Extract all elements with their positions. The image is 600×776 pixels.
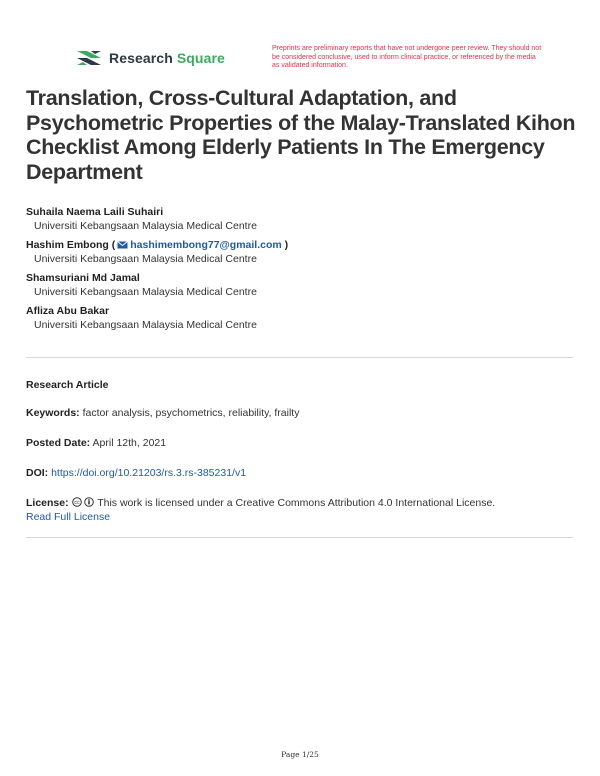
license-text: This work is licensed under a Creative Commons Attribution 4.0 International License.	[97, 497, 496, 509]
read-full-license-link[interactable]: Read Full License	[26, 511, 111, 523]
author-entry	[26, 304, 576, 332]
author-entry	[26, 271, 576, 299]
doi-line	[26, 466, 576, 480]
posted-date-label: Posted Date:	[26, 437, 91, 449]
author-affiliation: Universiti Kebangsaan Malaysia Medical Centre	[34, 220, 257, 232]
author-email-link[interactable]: hashimembong77@gmail.com	[130, 239, 282, 251]
author-entry	[26, 238, 576, 266]
author-name: Shamsuriani Md Jamal	[26, 272, 140, 284]
creative-commons-icon	[72, 497, 82, 507]
author-entry	[26, 205, 576, 233]
logo-wordmark: Research Square	[109, 50, 225, 66]
author-name: Hashim Embong ( hashimembong77@gmail.com )	[26, 239, 289, 251]
doi-label: DOI:	[26, 467, 49, 479]
page-number: Page 1/25	[281, 750, 319, 759]
article-type: Research Article	[26, 379, 109, 391]
license-line	[26, 496, 576, 524]
preprint-disclaimer: Preprints are preliminary reports that have not undergone peer review. They should not be considered conclusive, used to inform clinical practice, or referenced by the media as validated information.	[272, 45, 542, 69]
divider-top	[26, 357, 573, 358]
author-name: Afliza Abu Bakar	[26, 305, 110, 317]
research-square-logo-icon	[75, 47, 103, 69]
divider-bottom	[26, 537, 573, 538]
attribution-icon	[84, 497, 94, 507]
license-label: License:	[26, 497, 69, 509]
keywords-label: Keywords:	[26, 407, 80, 419]
author-list	[26, 205, 576, 337]
doi-link[interactable]: https://doi.org/10.21203/rs.3.rs-385231/v1	[51, 467, 247, 479]
author-affiliation: Universiti Kebangsaan Malaysia Medical Centre	[34, 319, 257, 331]
posted-date-value: April 12th, 2021	[92, 437, 167, 449]
envelope-icon	[117, 241, 128, 249]
paper-title: Translation, Cross-Cultural Adaptation, and Psychometric Properties of the Malay-Translated Kihon Checklist Among Elderly Patients In The Emergency Department	[26, 86, 576, 184]
author-affiliation: Universiti Kebangsaan Malaysia Medical Centre	[34, 253, 257, 265]
keywords-line	[26, 406, 576, 420]
svg-text:cc: cc	[73, 500, 80, 506]
posted-date-line	[26, 436, 576, 450]
research-square-logo[interactable]	[75, 47, 225, 69]
author-name: Suhaila Naema Laili Suhairi	[26, 206, 164, 218]
author-affiliation: Universiti Kebangsaan Malaysia Medical Centre	[34, 286, 257, 298]
keywords-value: factor analysis, psychometrics, reliability, frailty	[82, 407, 300, 419]
